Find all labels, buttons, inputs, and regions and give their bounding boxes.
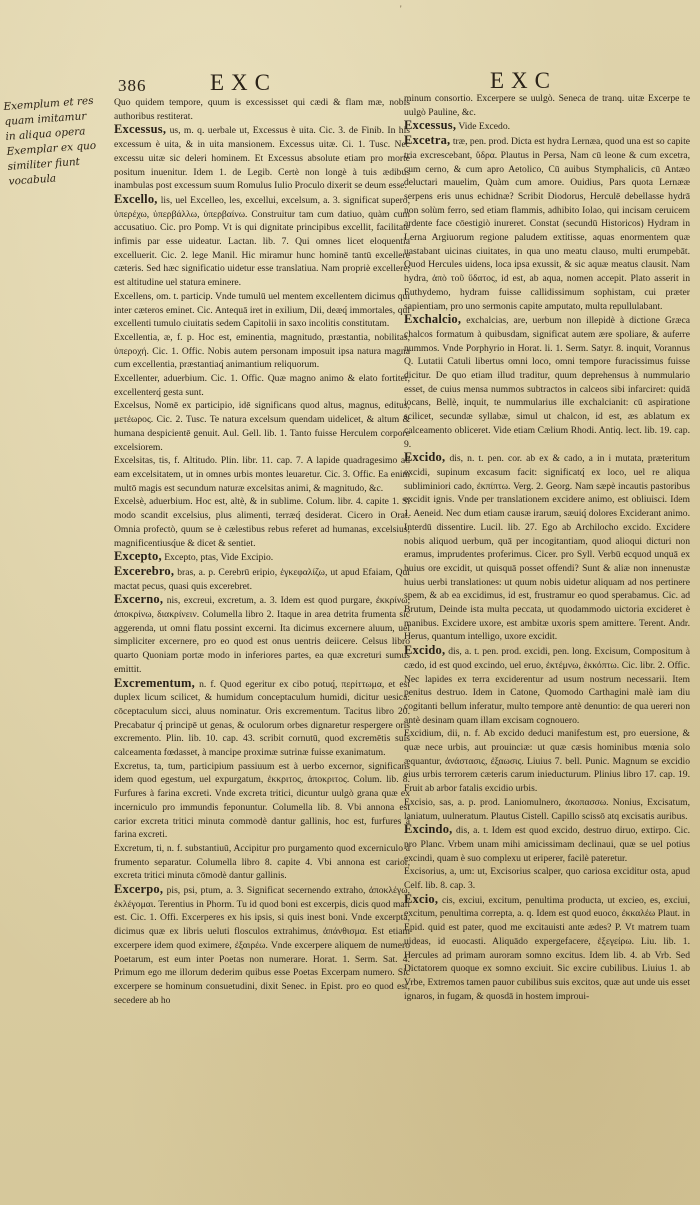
entry-text: Excretum, ti, n. f. substantiuū, Accipitur pro purgamento quod excerniculo à frumento separatur. Columella libro 8. capite 4. Vbi annona est carior, excreta tritici minuta cōmodè dantur gallinis. — [114, 842, 410, 882]
entry-headword: Excido, — [404, 643, 446, 658]
dictionary-entry — [404, 644, 690, 727]
dictionary-entry — [114, 677, 410, 760]
dictionary-entry — [114, 372, 410, 399]
handwritten-marginal-note — [3, 92, 121, 190]
entry-text: pis, psi, ptum, a. 3. Significat secernendo extraho, ἀποκλέγω, ἐκλέγομαι. Terentius in Phorm. Tu id quod boni est excerpis, dicis quod mali est. Cic. 1. Offi. Excerperes ex his ipsis, si quis inest boni. Vnde excerpta, dicimus quæ ex libris ueluti flosculos extrahimus, ἀπάνθισμα. Est etiam excerpere idem quod eximere, ἐξαιρέω. Vnde excerpere aliquem de numero Poetarum, est eum inter Poetas non numerare. Horat. 1. Serm. Sat. 4. Primum ego me illorum dederim quibus esse Poetas Excerpam numero. Sic excerpere se hominum consuetudini, dixit Senec. in Epist. pro eo quod est, secedere ab ho — [114, 885, 410, 1006]
dictionary-entry — [404, 796, 690, 823]
dictionary-entry — [404, 823, 690, 865]
entry-text: Excellenter, aduerbium. Cic. 1. Offic. Quæ magno animo & elato fortiter, excellenterq́ gesta sunt. — [114, 373, 410, 398]
entry-headword: Exchalcio, — [404, 312, 462, 327]
dictionary-entry — [114, 842, 410, 883]
entry-headword: Excello, — [114, 191, 158, 206]
dictionary-entry — [114, 96, 410, 123]
entry-headword: Excerebro, — [114, 563, 175, 578]
entry-headword: Excessus, — [404, 118, 457, 133]
running-header-left: EXC — [210, 70, 277, 95]
entry-headword: Excindo, — [404, 822, 453, 837]
entry-text: træ, pen. prod. Dicta est hydra Lernæa, quod una est so capite tria excrescebant, ὕδρα. Plautus in Persa, Nam cū leone & cum excetra, cum cerno, & cum apro Aetolico, Cū auibus Stymphalicis, cū Antæo deluctari mauelim, Quàm cum amore. Ouidius, Pars quota Lernææ serpens eris unus echidnæ? Scribit Diodorus, Herculē debellasse hydrā non solùm ferro, sed etiam flammis, adhibito Iolao, qui incisam ceruicem ardente face cōestigiò inureret. Constat (secundū Historicos) Hydram in Lerna Argiuorum regione paludem extitisse, aquas enormentem quæ uastabant uicinas ciuitates, in qua uno meatu clauso, multi erumpebāt. Quod Hercules uidens, loca ipsa exussit, & sic aquæ meatus clausit. Nam hydra, ἀπὸ τοῦ ὕδατος, id est, ab aqua, nomen accepit. Plato asserit in Euthydemo, hydram fuisse callidissimum sophistam, cui præter sapientiam, pro uno sermonis capite amputato, multa repullulabant. — [404, 136, 690, 312]
marginal-note-line: quam imitamur — [4, 110, 87, 128]
entry-text: Excelsitas, tis, f. Altitudo. Plin. libr. 11. cap. 7. A lapide quadragesimo ad eam excelsitatem, ut in omnes urbis montes leuaretur. Cic. 3. Offic. Ea enim multō magis est secundum naturæ excelsitas animi, & magnitudo, &c. — [114, 455, 410, 494]
entry-text: Excelsè, aduerbium. Hoc est, altè, & in sublime. Colum. libr. 4. capite 1. Si modo scandit excelsius, plus alimenti, terræq́ desiderat. Cicero in Orat. Omnia profectò, quum se è cælestibus rebus referet ad humanas, excelsius, magnificentiusq́ue & dicet & sentiet. — [114, 496, 410, 549]
running-header-right: EXC — [490, 68, 557, 93]
entry-text: bras, a. p. Cerebrū eripio, ἐγκεφαλίζω, ut apud Efaiam, Qui mactat pecus, quasi quis excerebret. — [114, 566, 410, 592]
dictionary-entry — [114, 550, 410, 565]
marginal-note-line: vocabula — [8, 172, 57, 188]
entry-text: Excidium, dii, n. f. Ab excido deduci manifestum est, pro euersione, & quæ nece urbis, aut prouinciæ: ut quæ cæsis hominibus mœnia solo æquantur, ἀνάστασις, ἐξαωσις. Liuius 7. bell. Punic. Magnum se excidio eius urbis terrorem cæteris carum inieducturum. Plinius libro 17. cap. 19. Fruit ab arbor fatalis excidio urbis. — [404, 728, 690, 795]
marginal-note-line: in aliqua opera — [5, 125, 86, 143]
dictionary-entry — [114, 565, 410, 593]
entry-text: dis, a. t. Idem est quod excido, destruo diruo, extirpo. Cic. pro Planc. Vrbem unam mihi amicissimam declinaui, quæ se uel potius excindi, quam è suo complexu ut eriperer, facilè pateretur. — [404, 825, 690, 864]
left-column — [114, 96, 410, 1156]
entry-text: exchalcias, are, uerbum non illepidè à dictione Græca chalcos formatum à quibusdam, significat autem ære spoliare, & auferre nummos. Vnde Porphyrio in Horat. li. 1. Serm. Satyr. 8. inquit, Vorannus Q. Lutatii Catuli libertus omni loco, omni tempore furacissimus fuisse dicitur. De quo etiam illud traditur, quum deprehensus à nummulario esset, de cuius mensa nummos subtractos in calceos sibi infarciret: quidā iocans, Bellè, inquit, te nummularius ille exchalcianit: cū aspiratione scilicet, secundæ syllabæ, simul ut chalcon, id est, æs ablatum ex calceamento obliceret. Vide etiam Cælium Rhodi. Antiq. lect. lib. 19. cap. 9. — [404, 315, 690, 450]
dictionary-entry — [404, 865, 690, 892]
entry-headword: Excio, — [404, 891, 439, 906]
page-top-mark: ' — [400, 4, 402, 14]
entry-headword: Excerno, — [114, 592, 164, 607]
entry-text: us, m. q. uerbale ut, Excessus è uita. Cic. 3. de Finib. In his excessum è uita, & in uita mansionem. Excessus uitæ. Ci. 1. Tusc. Nec excessu uitæ sic deleri hominem. Et Excessus absolute etiam pro morte positum inuenitur. Idem 1. de Legib. Certè non longè à tuis ædibus inambulas post excessum suum Romulus Iulio Proculo dixerit se deum esse. — [114, 125, 410, 192]
entry-text: Excretus, ta, tum, participium passiuum est à uerbo excernor, significans idem quod egestum, uel expurgatum, ἐκκριτος, ἀποκριτος. Colum. lib. 8. Furfures à farina excreti. Vnde excreta tritici, dicuntur uulgò grana quæ ex incerniculo pro immundis feponuntur. Columella lib. 8. Vbi annona est carior excreta tritici minuta commodè dantur gallinis, hoc est, furfures à farina excreti. — [114, 760, 410, 841]
entry-text: cis, exciui, excitum, penultima producta, ut excieo, es, exciui, excitum, penultima correpta, a. q. Idem est quod euoco, ἐκκαλέω Plaut. in Epid. quid est pater, quod me excitauisti ante ædes? P. Vt matrem tuam uideas, id euocasti. Aliquādo expergefacere, ἐξεγείρω. Liu. lib. 1. Hercules ad primam auroram somno excitus. Idem lib. 4. ab Vrb. Sed Dictatorem quoque ex somno exciuit. Sic excire cubilibus. Liuius 1. ab Vrbe, Extremos tamen pauor cubilibus suis excitos, quæ aut unde uis esset ignaros, in fugam, & quosdā in hostem improui- — [404, 894, 690, 1002]
entry-headword: Excerpo, — [114, 882, 164, 897]
dictionary-entry — [114, 593, 410, 676]
page-number: 386 — [118, 76, 147, 95]
entry-text: dis, a. t. pen. prod. excidi, pen. long. Excisum, Compositum à cædo, id est quod excindo, uel eruo, ἐκτέμνω, ἐκκόπτω. Cic. libr. 2. Offic. Nec lapides ex terra exciderentur ad usum nostrum necessarii. Item penitus destruo. Idem in Catone, Quomodo Carthagini malè iam diu cogitanti bellum inferatur, multo tempore antè denuntio: de qua uereri non antè desinam quam illam excisam cognouero. — [404, 646, 690, 726]
dictionary-entry — [114, 290, 410, 331]
dictionary-entry — [404, 313, 690, 451]
marginal-note-line: Exemplar ex quo — [6, 139, 97, 158]
entry-text: lis, uel Excelleo, les, excellui, excelsum, a. 3. significat supero, ὑπερέχω, ὑπερβάλλω, ὑπερβαίνω. Construitur tam cum datiuo, quàm cum accusatiuo. Cic. pro Pomp. Vt is qui dignitate principibus excellit, facilitate infimis par esse uideatur. Lactan. lib. 7. Qui omnes licet eloquentia excelluerit. Cic. 2. lege Manil. Hic miramur hunc hominē tantū excellere cæteris. Sed hæc significatio uidetur esse translatiua. Nam propriè excellere, est altitudine uel statura eminere. — [114, 194, 410, 289]
dictionary-entry — [114, 495, 410, 550]
entry-headword: Excido, — [404, 450, 446, 465]
entry-text: Quo quidem tempore, quum is excessisset qui cædi & flam mæ, nobis authoribus restiterat. — [114, 97, 410, 122]
entry-text: n. f. Quod egeritur ex cibo potuq́, περίττωμα, et est duplex licum scilicet, & humidum conceptaculum humidi, dicitur uesica: cōceptaculum sicci, aluus nominatur. Oris excrementum. Tacitus libro 20. Precabatur q́ principē ut genas, & oculorum orbes dignaretur respergere oris excremento. Plin. lib. 10. cap. 43. scribit cornutū, quod excremētis suis calceamenta fœdasset, à mancipe proximæ sutrinæ fuisse exanimatum. — [114, 678, 410, 759]
dictionary-entry — [404, 134, 690, 313]
entry-headword: Excepto, — [114, 549, 162, 564]
dictionary-entry — [404, 119, 690, 134]
entry-text: Vide Excedo. — [458, 121, 511, 133]
dictionary-entry — [404, 893, 690, 1004]
entry-text: dis, n. t. pen. cor. ab ex & cado, a in i mutata, præteritum excidi, supinum excasum facit: significatq́ ex loco, uel re aliqua subliminiori cado, ἐκπίπτω. Verg. 2. Georg. Nam sæpè incautis pastoribus excidit ignis. Vnde per translationem excidere animo, est obliuisci. Idem 1. Aeneid. Nec dum etiam causæ irarum, sæuiq́ dolores Exciderant animo. Interdū dissentire. Lucil. lib. 27. Ego ab Archilocho excido. Excidere nobis aliquod uerbum, quā per incogitantiam, quod alioqui dicturi non eramus, imprudentes proferimus. Cicer. pro Syll. Verbū ecquod unquā ex huius ore excidit, ut quisquā posset offendi? Sunt & aliæ non innenustæ huius uerbi translationes: ut quum nobis uidetur aliquam ad nos pertinere spem, & ab ea excidimus, id est, frustramur eo quod sperabamus. Cic. ad Brutum, Deinde ista multa peccata, ut quodammodo uictoria excideret è manibus. Excidere uxore, est ambitæ uxoris spem amittere. Terent. Andr. Herus, quantum intelligo, uxore excidit. — [404, 453, 690, 643]
dictionary-entry — [404, 451, 690, 644]
entry-text: nis, excreui, excretum, a. 3. Idem est quod purgare, ἐκκρίνω, ἀποκρίνω, διακρίνειν. Columella libro 2. Itaque in area detrita frumenta sic aggerenda, ut omni flatu possint excerni. Ita dicimus excernere aluum, uel simpliciter excernere, pro eo quod est onus uentris deiicere. Celsus libro quarto Quoniam portæ modo in inferiores partes, ea quæ excreturi sumus emittit. — [114, 595, 410, 675]
dictionary-entry — [404, 727, 690, 796]
entry-headword: Excetra, — [404, 133, 451, 148]
dictionary-entry — [114, 760, 410, 842]
entry-text: Excelsus, Nomē ex participio, idē significans quod altus, magnus, editus, μετέωρος. Cic. 2. Tusc. Te natura excelsum quendam uidelicet, & altum & humana despicientē genuit. Aul. Gell. lib. 1. Tanto fuisse Herculem corpore excelsiorem. — [114, 400, 410, 453]
dictionary-entry — [114, 193, 410, 290]
entry-text: minum consortio. Excerpere se uulgò. Seneca de tranq. uitæ Excerpe te uulgò Pauline, &c. — [404, 93, 690, 118]
dictionary-entry — [114, 123, 410, 193]
entry-text: Excepto, ptas, Vide Excipio. — [164, 552, 274, 564]
entry-text: Excellentia, æ, f. p. Hoc est, eminentia, magnitudo, præstantia, nobilitas, ὑπεροχή. Cic. 1. Offic. Nobis autem personam imposuit ipsa natura magna cum excellentia, præstantiaq́ animantium reliquorum. — [114, 331, 410, 371]
dictionary-entry — [114, 883, 410, 1007]
entry-headword: Excessus, — [114, 122, 167, 137]
entry-text: Excisorius, a, um: ut, Excisorius scalper, quo cariosa exciditur osta, apud Celf. lib. 8. cap. 3. — [404, 866, 690, 892]
dictionary-entry — [114, 399, 410, 454]
dictionary-entry — [404, 92, 690, 119]
entry-text: Excisio, sas, a. p. prod. Laniomulnero, ἀκοπασσω. Nonius, Excisatum, laniatum, uulneratum. Plautus Cistell. Capillo scissō atq excisatis auribus. — [404, 796, 690, 822]
right-column — [404, 92, 690, 1162]
marginal-note-line: Exemplum et res — [3, 94, 94, 113]
dictionary-entry — [114, 331, 410, 372]
entry-text: Excellens, om. t. particip. Vnde tumulū uel mentem excellentem dicimus qui inter cæteros eminet. Cic. Antequā iret in exilium, Dii, deæq́ immortales, qui excellenti tumulo ciuitatis sedem Capitolii in saxo incolitis constitutam. — [114, 290, 410, 330]
entry-headword: Excrementum, — [114, 675, 195, 690]
marginal-note-line: similiter fiunt — [7, 155, 81, 173]
dictionary-entry — [114, 454, 410, 495]
